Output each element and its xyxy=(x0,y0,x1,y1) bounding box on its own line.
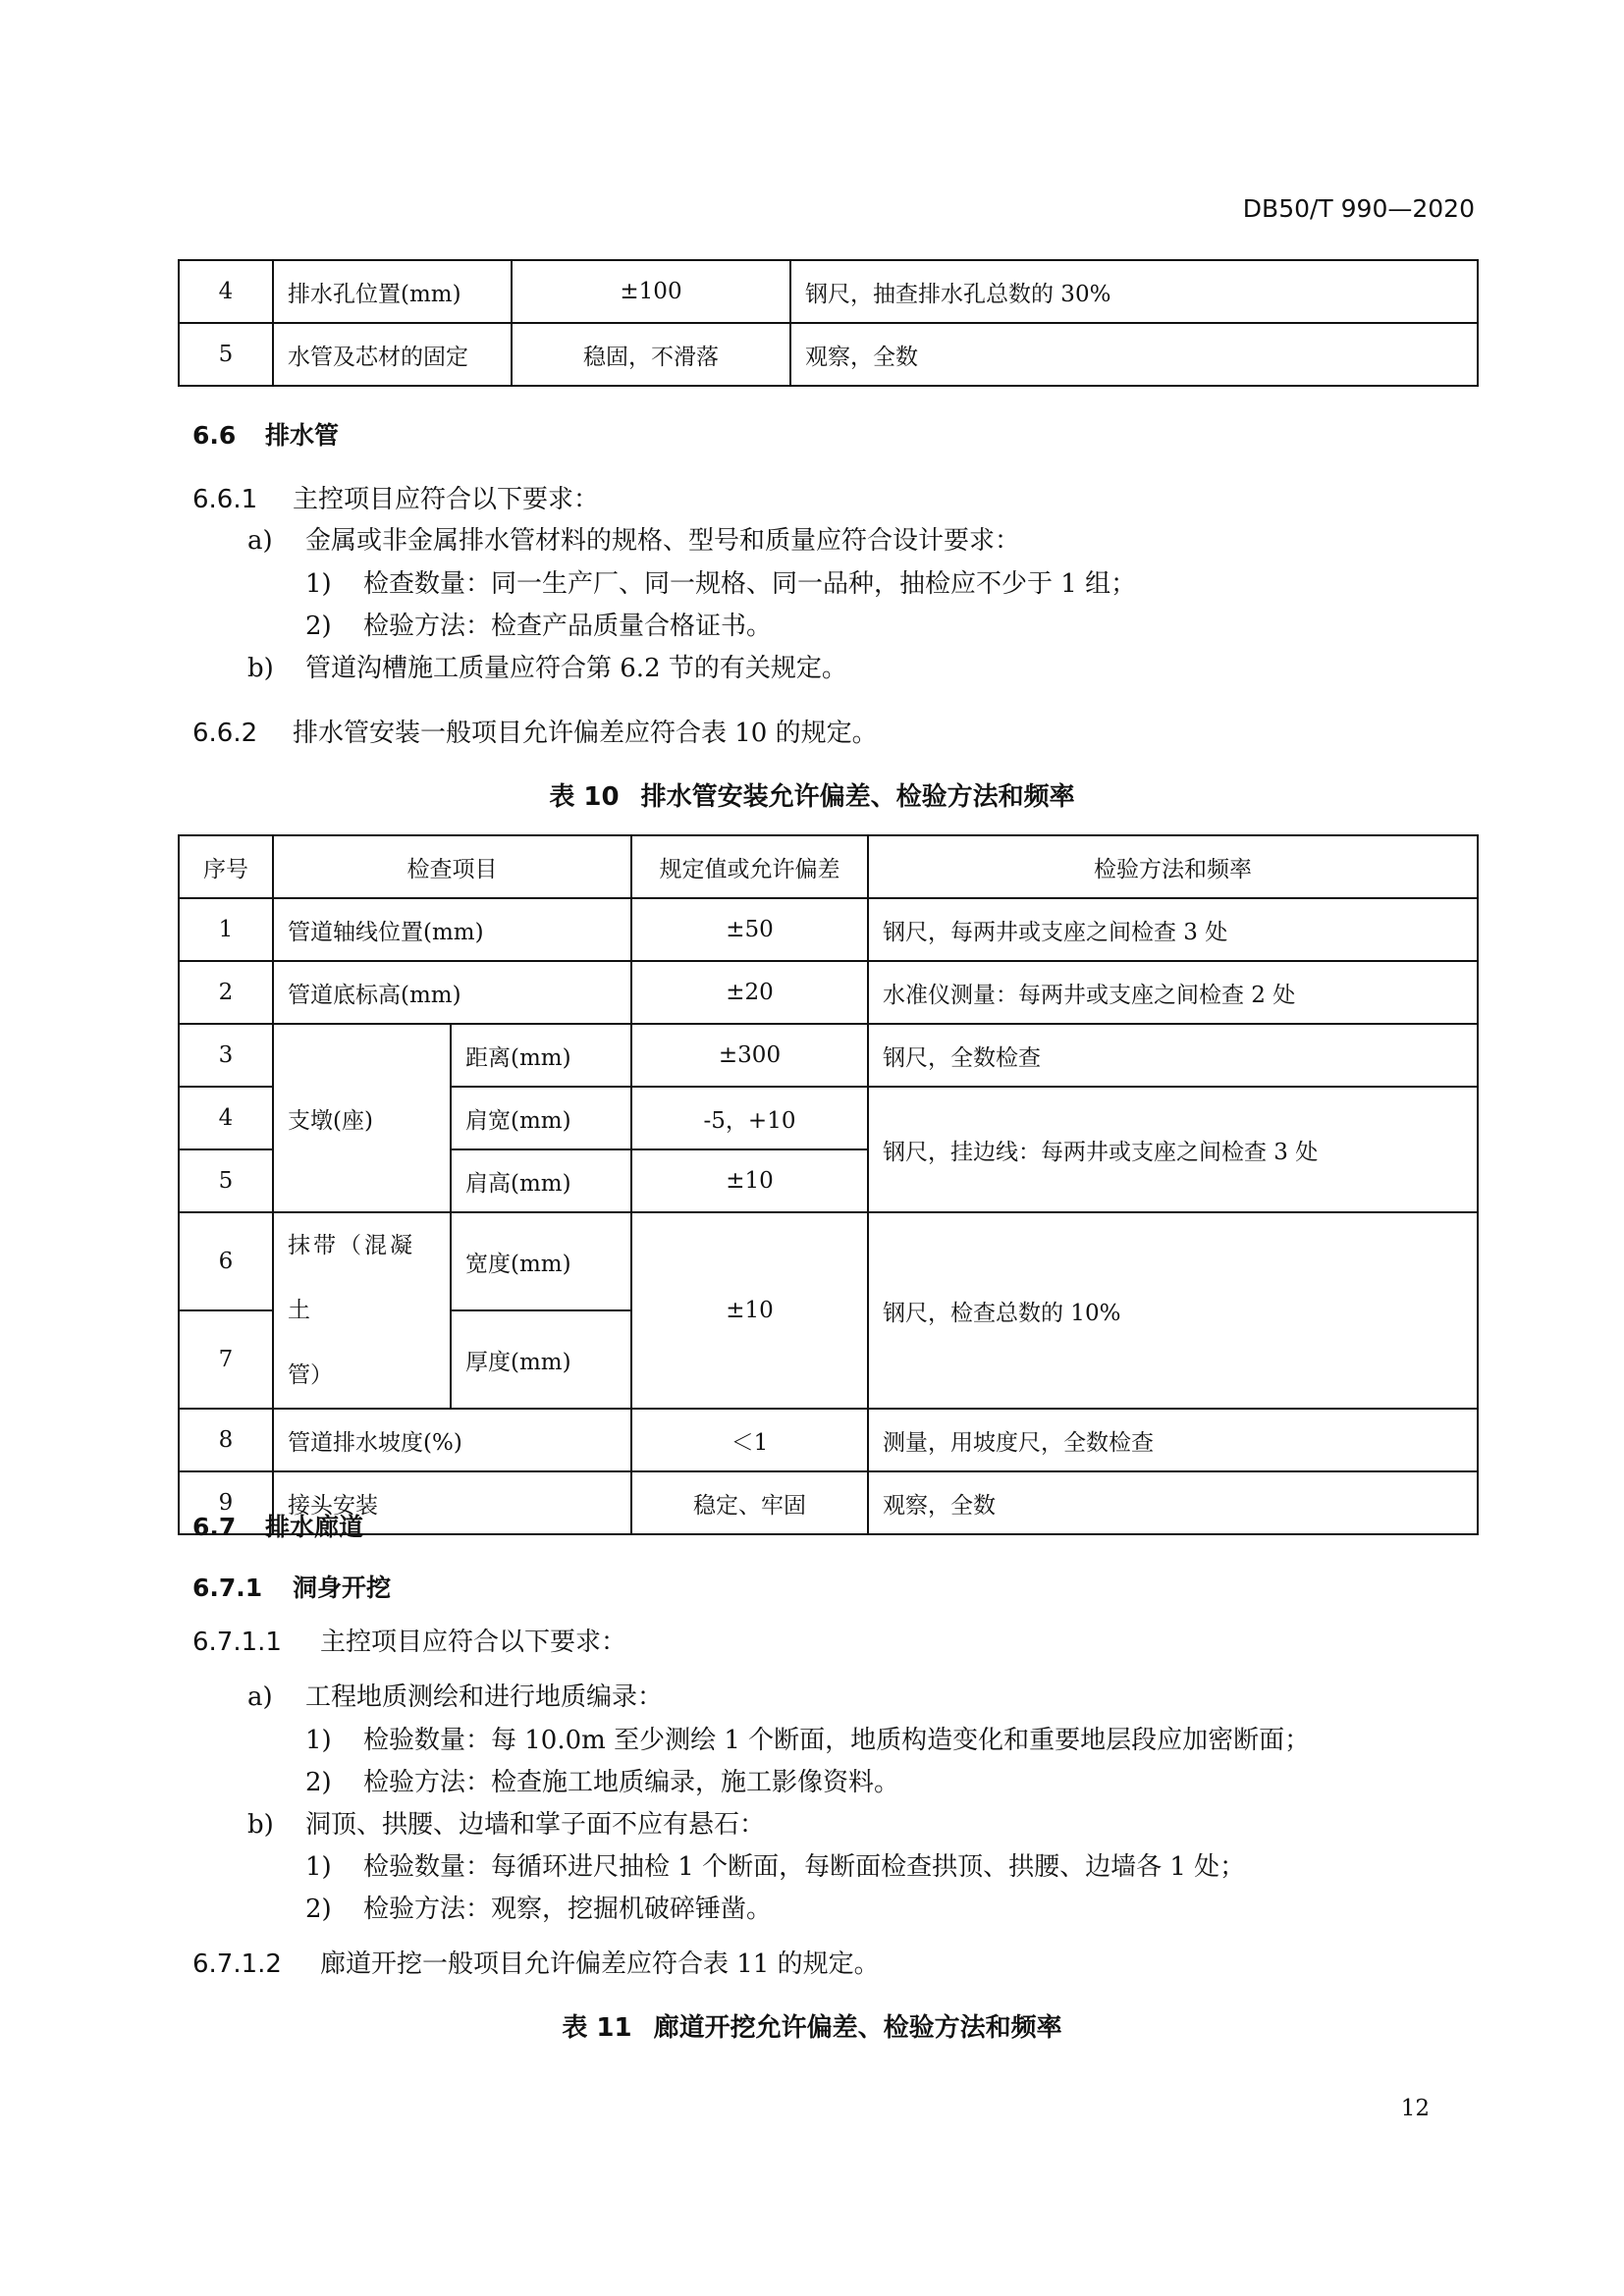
cell-item: 排水孔位置(mm) xyxy=(273,260,512,323)
table-row xyxy=(179,1024,1478,1087)
table-row xyxy=(179,961,1478,1024)
cell-subitem: 距离(mm) xyxy=(451,1024,631,1087)
cell-no: 5 xyxy=(179,323,273,386)
clause-6-6-1 xyxy=(192,479,599,515)
cell-value: ＜1 xyxy=(631,1409,868,1471)
cell-no: 6 xyxy=(179,1212,273,1310)
document-code: DB50/T 990—2020 xyxy=(1242,194,1475,223)
table-header-row xyxy=(179,835,1478,898)
list-text: 工程地质测绘和进行地质编录： xyxy=(305,1682,664,1712)
cell-value: ±50 xyxy=(631,898,868,961)
cell-value: ±20 xyxy=(631,961,868,1024)
table-11-caption xyxy=(0,2007,1624,2044)
list-item xyxy=(247,648,847,684)
caption-title: 廊道开挖允许偏差、检验方法和频率 xyxy=(653,2013,1062,2043)
column-header: 检查项目 xyxy=(273,835,631,898)
list-text: 检验数量：每循环进尺抽检 1 个断面，每断面检查拱顶、拱腰、边墙各 1 处； xyxy=(363,1852,1246,1882)
list-text: 检验数量：每 10.0m 至少测绘 1 个断面，地质构造变化和重要地层段应加密断面； xyxy=(363,1726,1311,1755)
cell-value: -5，+10 xyxy=(631,1087,868,1149)
cell-subitem: 肩高(mm) xyxy=(451,1149,631,1212)
cell-value: ±100 xyxy=(512,260,790,323)
page-number: 12 xyxy=(1400,2096,1430,2121)
clause-number: 6.6.1 xyxy=(192,485,258,514)
cell-value: 稳固，不滑落 xyxy=(512,323,790,386)
section-heading-6-7 xyxy=(192,1508,363,1543)
caption-title: 排水管安装允许偏差、检验方法和频率 xyxy=(640,782,1075,812)
table-row xyxy=(179,1212,1478,1310)
cell-method: 观察，全数 xyxy=(790,323,1478,386)
cell-value: ±10 xyxy=(631,1149,868,1212)
cell-item: 水管及芯材的固定 xyxy=(273,323,512,386)
cell-item: 接头安装 xyxy=(273,1471,631,1534)
cell-method: 钢尺，检查总数的 10% xyxy=(868,1212,1478,1409)
cell-method: 测量，用坡度尺，全数检查 xyxy=(868,1409,1478,1471)
group-label-line: 管） xyxy=(288,1362,333,1388)
clause-6-6-2 xyxy=(192,713,878,749)
list-text: 管道沟槽施工质量应符合第 6.2 节的有关规定。 xyxy=(305,654,847,683)
clause-text: 主控项目应符合以下要求： xyxy=(320,1628,627,1657)
section-title: 排水管 xyxy=(265,421,340,450)
cell-item: 管道底标高(mm) xyxy=(273,961,631,1024)
table-row xyxy=(179,898,1478,961)
cell-subitem: 肩宽(mm) xyxy=(451,1087,631,1149)
cell-subitem: 宽度(mm) xyxy=(451,1212,631,1310)
cell-no: 5 xyxy=(179,1149,273,1212)
list-text: 洞顶、拱腰、边墙和掌子面不应有悬石： xyxy=(305,1810,766,1840)
column-header: 序号 xyxy=(179,835,273,898)
cell-no: 4 xyxy=(179,1087,273,1149)
cell-no: 8 xyxy=(179,1409,273,1471)
cell-method: 水准仪测量：每两井或支座之间检查 2 处 xyxy=(868,961,1478,1024)
cell-method: 钢尺，挂边线：每两井或支座之间检查 3 处 xyxy=(868,1087,1478,1212)
list-text: 检验方法：检查产品质量合格证书。 xyxy=(363,612,773,641)
list-item xyxy=(247,520,1020,557)
table-10-caption xyxy=(0,776,1624,813)
list-label: 1) xyxy=(305,1726,332,1755)
section-number: 6.7 xyxy=(192,1513,237,1541)
section-number: 6.7.1 xyxy=(192,1574,263,1602)
list-item xyxy=(305,1846,1245,1883)
clause-number: 6.6.2 xyxy=(192,719,258,748)
section-heading-6-6 xyxy=(192,416,339,452)
table-row xyxy=(179,1471,1478,1534)
cell-method: 钢尺，全数检查 xyxy=(868,1024,1478,1087)
table-row xyxy=(179,323,1478,386)
clause-text: 排水管安装一般项目允许偏差应符合表 10 的规定。 xyxy=(293,719,878,748)
cell-no: 4 xyxy=(179,260,273,323)
cell-group-band xyxy=(273,1212,451,1409)
list-item xyxy=(247,1677,663,1713)
list-item xyxy=(305,606,772,642)
cell-item: 管道轴线位置(mm) xyxy=(273,898,631,961)
table-row xyxy=(179,1409,1478,1471)
cell-no: 2 xyxy=(179,961,273,1024)
list-label: a) xyxy=(247,1682,273,1712)
clause-6-7-1-1 xyxy=(192,1622,626,1658)
list-item xyxy=(305,1762,899,1798)
caption-number: 表 11 xyxy=(562,2013,632,2043)
cell-method: 钢尺，每两井或支座之间检查 3 处 xyxy=(868,898,1478,961)
cell-subitem: 厚度(mm) xyxy=(451,1310,631,1409)
list-label: 1) xyxy=(305,569,332,599)
caption-number: 表 10 xyxy=(549,782,620,812)
cell-no: 9 xyxy=(179,1471,273,1534)
list-text: 检查数量：同一生产厂、同一规格、同一品种，抽检应不少于 1 组； xyxy=(363,569,1137,599)
list-label: a) xyxy=(247,526,273,556)
cell-value: ±10 xyxy=(631,1212,868,1409)
cell-method: 钢尺，抽查排水孔总数的 30% xyxy=(790,260,1478,323)
section-title: 洞身开挖 xyxy=(293,1574,392,1602)
cell-method: 观察，全数 xyxy=(868,1471,1478,1534)
list-text: 检验方法：检查施工地质编录，施工影像资料。 xyxy=(363,1768,900,1797)
column-header: 检验方法和频率 xyxy=(868,835,1478,898)
list-label: b) xyxy=(247,654,274,683)
cell-value: 稳定、牢固 xyxy=(631,1471,868,1534)
cell-no: 7 xyxy=(179,1310,273,1409)
clause-number: 6.7.1.2 xyxy=(192,1949,282,1979)
group-label-line: 抹带（混凝土 xyxy=(288,1233,415,1323)
list-text: 金属或非金属排水管材料的规格、型号和质量应符合设计要求： xyxy=(305,526,1021,556)
cell-value: ±300 xyxy=(631,1024,868,1087)
section-heading-6-7-1 xyxy=(192,1569,391,1604)
list-label: 2) xyxy=(305,612,332,641)
column-header: 规定值或允许偏差 xyxy=(631,835,868,898)
section-title: 排水廊道 xyxy=(265,1513,364,1541)
list-item xyxy=(247,1804,765,1841)
list-text: 检验方法：观察，挖掘机破碎锤凿。 xyxy=(363,1895,773,1924)
cell-no: 1 xyxy=(179,898,273,961)
table-10 xyxy=(178,834,1479,1535)
table-row xyxy=(179,260,1478,323)
clause-number: 6.7.1.1 xyxy=(192,1628,282,1657)
previous-table xyxy=(178,259,1479,387)
list-label: b) xyxy=(247,1810,274,1840)
clause-text: 廊道开挖一般项目允许偏差应符合表 11 的规定。 xyxy=(320,1949,880,1979)
section-number: 6.6 xyxy=(192,421,237,450)
clause-6-7-1-2 xyxy=(192,1944,880,1980)
cell-group-pier: 支墩(座) xyxy=(273,1024,451,1212)
cell-no: 3 xyxy=(179,1024,273,1087)
list-item xyxy=(305,1720,1310,1756)
list-label: 2) xyxy=(305,1768,332,1797)
list-label: 1) xyxy=(305,1852,332,1882)
list-item xyxy=(305,563,1136,600)
clause-text: 主控项目应符合以下要求： xyxy=(293,485,600,514)
list-label: 2) xyxy=(305,1895,332,1924)
list-item xyxy=(305,1889,772,1925)
cell-item: 管道排水坡度(%) xyxy=(273,1409,631,1471)
